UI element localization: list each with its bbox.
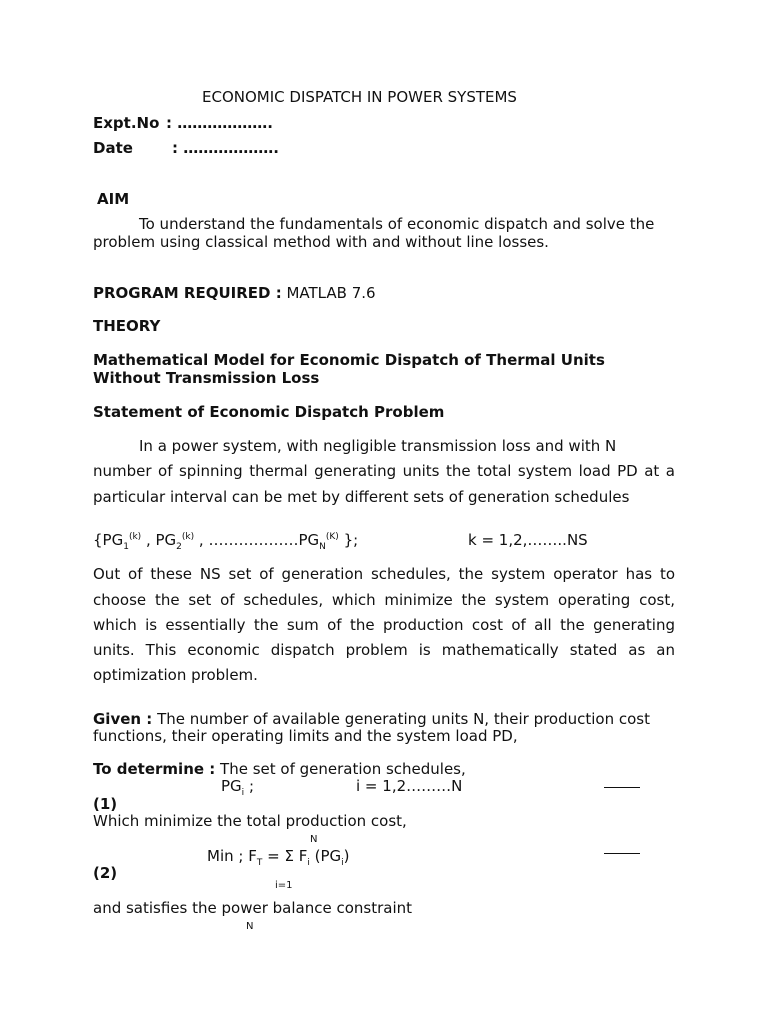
min-tail: (PG: [309, 847, 342, 865]
sum-upper-limit-2: N: [246, 921, 254, 932]
program-required: [93, 284, 376, 302]
para1-line-3: particular interval can be met by different sets of generation schedules: [93, 488, 630, 506]
schedule-sub-2: 2: [176, 542, 182, 552]
min-close: ): [343, 847, 350, 865]
para1-line-1: In a power system, with negligible transmission loss and with N: [139, 437, 617, 455]
min-sub-i-2: i: [341, 858, 344, 868]
para2-line-3: [93, 616, 675, 634]
date-label: Date: [93, 139, 133, 157]
schedule-sup-n: (K): [325, 532, 339, 542]
min-mid: = Σ F: [262, 847, 308, 865]
schedule-sup-1: (k): [128, 532, 142, 542]
program-label: PROGRAM REQUIRED :: [93, 284, 282, 302]
schedule-mid-1: , PG: [141, 531, 177, 549]
determine-label: To determine :: [93, 760, 216, 778]
schedule-sub-1: 1: [123, 542, 129, 552]
min-text: Min ; F: [207, 847, 257, 865]
determine-line-1: [93, 760, 466, 778]
equation-2-number: (2): [93, 864, 118, 882]
schedule-mid-2: , ………………PG: [194, 531, 320, 549]
theory-heading: THEORY: [93, 317, 161, 335]
document-title: ECONOMIC DISPATCH IN POWER SYSTEMS: [202, 88, 517, 106]
para1-line-2: [93, 462, 675, 480]
schedule-sup-2: (k): [181, 532, 195, 542]
schedule-sub-n: N: [319, 542, 326, 552]
model-heading-line-1: Mathematical Model for Economic Dispatch of Thermal Units: [93, 351, 605, 369]
power-balance-line: and satisfies the power balance constraint: [93, 899, 412, 917]
pg-tail: ;: [244, 777, 255, 795]
pg-text: PG: [221, 777, 242, 795]
statement-heading: Statement of Economic Dispatch Problem: [93, 403, 445, 421]
min-sub-t: T: [256, 858, 263, 868]
schedule-open: {PG: [93, 531, 124, 549]
para2-line-1-text: Out of these NS set of generation schedules, the system operator has to: [93, 565, 675, 583]
para2-line-4-text: units. This economic dispatch problem is mathematically stated as an: [93, 641, 675, 659]
para2-line-5: optimization problem.: [93, 666, 258, 684]
aim-heading: AIM: [97, 190, 130, 208]
sum-upper-limit: N: [310, 834, 318, 845]
expt-no-label: Expt.No: [93, 114, 160, 132]
sum-lower-limit: i=1: [275, 880, 293, 891]
date-value: : ……………….: [172, 139, 279, 157]
schedule-close: };: [338, 531, 359, 549]
given-label: Given :: [93, 710, 153, 728]
equation-2-rule: [604, 853, 640, 854]
i-range: i = 1,2………N: [356, 777, 463, 795]
schedule-set: [93, 531, 359, 552]
program-value: MATLAB 7.6: [286, 284, 376, 302]
k-range: k = 1,2,……..NS: [468, 531, 588, 549]
min-sub-i: i: [307, 858, 310, 868]
aim-text-line-2: problem using classical method with and without line losses.: [93, 233, 549, 251]
para2-line-3-text: which is essentially the sum of the production cost of all the generating: [93, 616, 675, 634]
determine-text-1: The set of generation schedules,: [215, 760, 466, 778]
given-line-1: [93, 710, 650, 728]
para1-line-2-text: number of spinning thermal generating units the total system load PD at a: [93, 462, 675, 480]
equation-1-number: (1): [93, 795, 118, 813]
given-line-2: functions, their operating limits and the system load PD,: [93, 727, 518, 745]
equation-1-rule: [604, 787, 640, 788]
para2-line-1: [93, 565, 675, 583]
pg-i: [221, 777, 255, 798]
given-text-1: The number of available generating units N, their production cost: [152, 710, 651, 728]
which-minimize-line: Which minimize the total production cost,: [93, 812, 407, 830]
para2-line-2: [93, 591, 675, 609]
model-heading-line-2: Without Transmission Loss: [93, 369, 320, 387]
aim-text-line-1: To understand the fundamentals of economic dispatch and solve the: [139, 215, 655, 233]
para2-line-2-text: choose the set of schedules, which minimize the system operating cost,: [93, 591, 675, 609]
pg-sub: i: [241, 788, 245, 798]
expt-no-value: : ……………….: [166, 114, 273, 132]
min-equation: [207, 847, 350, 868]
para2-line-4: [93, 641, 675, 659]
